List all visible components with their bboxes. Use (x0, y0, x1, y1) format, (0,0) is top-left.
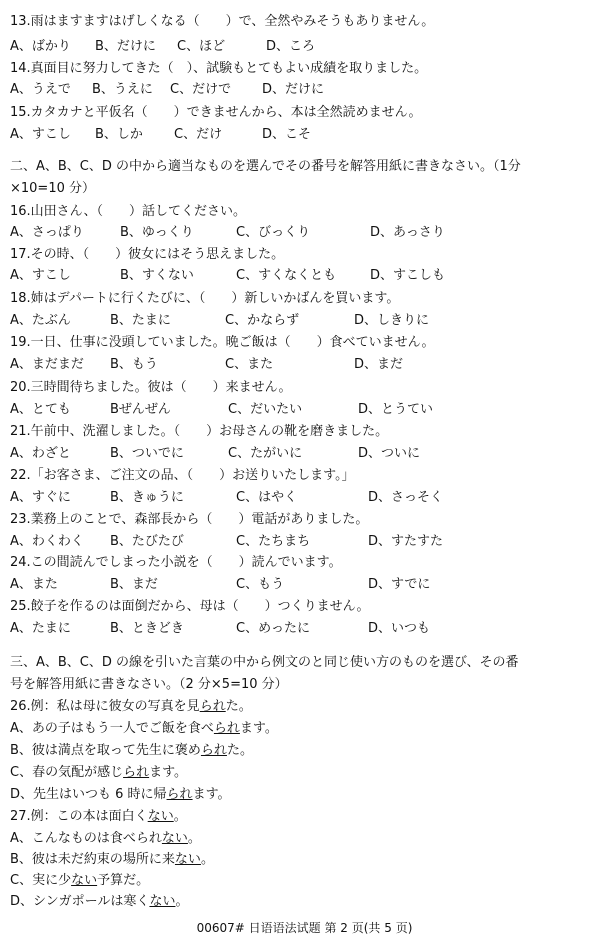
question-26-option-a (10, 719, 278, 739)
option-b: B、たびたび (110, 534, 184, 549)
text: 。 (175, 894, 189, 909)
option-d: D、だけに (262, 82, 325, 97)
option-c: C、かならず (225, 313, 300, 328)
question-18: 18.姉はデパートに行くたびに、（ ）新しいかばんを買います。 (10, 291, 400, 306)
option-d: D、すでに (368, 577, 431, 592)
text: た。 (226, 743, 253, 758)
option-c: C、たがいに (228, 446, 303, 461)
text: 27.例：この本は面白く (10, 809, 148, 824)
question-24: 24.この間読んでしまった小説を（ ）読んでいます。 (10, 555, 342, 570)
option-d: D、すこしも (370, 268, 446, 283)
option-d: D、さっそく (368, 490, 444, 505)
option-d: D、まだ (354, 357, 404, 372)
option-a: A、うえで (10, 82, 71, 97)
text: B、彼は満点を取って先生に褒め (10, 743, 201, 758)
option-a: A、たぶん (10, 313, 71, 328)
option-b: B、ゆっくり (120, 225, 194, 240)
section-3-instruction-cont: 号を解答用紙に書きなさい。（2 分×5=10 分） (10, 677, 288, 692)
underlined-word: ない (71, 873, 98, 888)
underlined-word: られ (199, 699, 226, 714)
option-c: C、だけで (170, 82, 232, 97)
text: A、こんなものは食べられ (10, 831, 162, 846)
option-d: D、あっさり (370, 225, 445, 240)
question-21: 21.午前中、洗濯しました。（ ）お母さんの靴を磨きました。 (10, 424, 389, 439)
option-d: D、いつも (368, 621, 431, 636)
underlined-word: られ (200, 743, 227, 758)
text: D、シンガポールは寒く (10, 894, 150, 909)
text: B、彼は未だ約束の場所に来 (10, 852, 175, 867)
option-b: B、たまに (110, 313, 171, 328)
question-27-option-d (10, 892, 188, 912)
question-20: 20.三時間待ちました。彼は（ ）来ません。 (10, 380, 292, 395)
option-b: B、きゅうに (110, 490, 184, 505)
option-c: C、だけ (174, 127, 223, 142)
text: 予算だ。 (97, 873, 150, 888)
question-13: 13.雨はますますはげしくなる（ ）で、全然やみそうもありません。 (10, 14, 435, 29)
question-19: 19.一日、仕事に没頭していました。晩ご飯は（ ）食べていません。 (10, 335, 435, 350)
section-3-instruction: 三、A、B、C、D の線を引いた言葉の中から例文のと同じ使い方のものを選び、その番 (10, 655, 519, 670)
section-2-instruction: 二、A、B、C、D の中から適当なものを選んでその番号を解答用紙に書きなさい。（1分 (10, 159, 521, 174)
underlined-word: られ (213, 721, 240, 736)
question-14: 14.真面目に努力してきた（ ）、試験もとてもよい成績を取りました。 (10, 61, 428, 76)
option-a: A、ばかり (10, 39, 71, 54)
text: C、実に少 (10, 873, 72, 888)
option-d: D、ついに (358, 446, 421, 461)
option-b: B、ときどき (110, 621, 184, 636)
question-22: 22.「お客さま、ご注文の品、（ ）お送りいたします。」 (10, 468, 355, 483)
option-c: C、ほど (177, 39, 226, 54)
option-a: A、わざと (10, 446, 71, 461)
question-27-option-a (10, 829, 201, 849)
underlined-word: られ (166, 787, 193, 802)
question-27-option-b (10, 850, 214, 870)
text: ます。 (239, 721, 278, 736)
option-b: B、もう (110, 357, 158, 372)
option-c: C、めったに (236, 621, 310, 636)
option-d: D、ころ (266, 39, 316, 54)
option-d: D、とうてい (358, 402, 434, 417)
text: A、あの子はもう一人でご飯を食べ (10, 721, 214, 736)
option-a: A、また (10, 577, 58, 592)
option-a: A、すこし (10, 127, 71, 142)
question-26-option-b (10, 741, 253, 761)
option-a: A、たまに (10, 621, 71, 636)
option-b: Bぜんぜん (110, 402, 171, 417)
option-b: B、ついでに (110, 446, 184, 461)
underlined-word: られ (123, 765, 150, 780)
option-a: A、わくわく (10, 534, 84, 549)
text: た。 (225, 699, 252, 714)
text: 。 (187, 831, 201, 846)
text: 。 (173, 809, 187, 824)
option-a: A、まだまだ (10, 357, 84, 372)
option-b: B、うえに (92, 82, 153, 97)
question-25: 25.餃子を作るのは面倒だから、母は（ ）つくりません。 (10, 599, 370, 614)
page-footer: 00607# 日语语法试题 第 2 页(共 5 页) (196, 921, 413, 935)
question-26-example (10, 697, 252, 717)
option-a: A、すこし (10, 268, 71, 283)
text: C、春の気配が感じ (10, 765, 124, 780)
question-26-option-c (10, 763, 187, 783)
option-d: D、すたすた (368, 534, 444, 549)
text: 。 (200, 852, 214, 867)
option-c: C、また (225, 357, 274, 372)
question-16: 16.山田さん、（ ）話してください。 (10, 204, 246, 219)
underlined-word: ない (147, 809, 174, 824)
option-c: C、たちまち (236, 534, 311, 549)
option-d: D、しきりに (354, 313, 430, 328)
option-b: B、まだ (110, 577, 158, 592)
text: D、先生はいつも 6 時に帰 (10, 787, 167, 802)
question-17: 17.その時、（ ）彼女にはそう思えました。 (10, 247, 285, 262)
text: ます。 (192, 787, 231, 802)
section-2-instruction-cont: ×10=10 分） (10, 181, 96, 196)
question-26-option-d (10, 785, 231, 805)
question-15: 15.カタカナと平仮名（ ）できませんから、本は全然読めません。 (10, 105, 422, 120)
option-c: C、だいたい (228, 402, 303, 417)
option-c: C、すくなくとも (236, 268, 337, 283)
option-b: B、だけに (95, 39, 156, 54)
option-b: B、しか (95, 127, 143, 142)
question-27-option-c (10, 871, 149, 891)
option-d: D、こそ (262, 127, 312, 142)
option-a: A、とても (10, 402, 71, 417)
underlined-word: ない (149, 894, 176, 909)
option-a: A、さっぱり (10, 225, 84, 240)
option-c: C、はやく (236, 490, 298, 505)
underlined-word: ない (161, 831, 188, 846)
underlined-word: ない (174, 852, 201, 867)
option-c: C、びっくり (236, 225, 311, 240)
text: 26.例：私は母に彼女の写真を見 (10, 699, 200, 714)
question-27-example (10, 807, 187, 827)
question-23: 23.業務上のことで、森部長から（ ）電話がありました。 (10, 512, 369, 527)
text: ます。 (149, 765, 188, 780)
option-a: A、すぐに (10, 490, 71, 505)
option-b: B、すくない (120, 268, 194, 283)
option-c: C、もう (236, 577, 285, 592)
